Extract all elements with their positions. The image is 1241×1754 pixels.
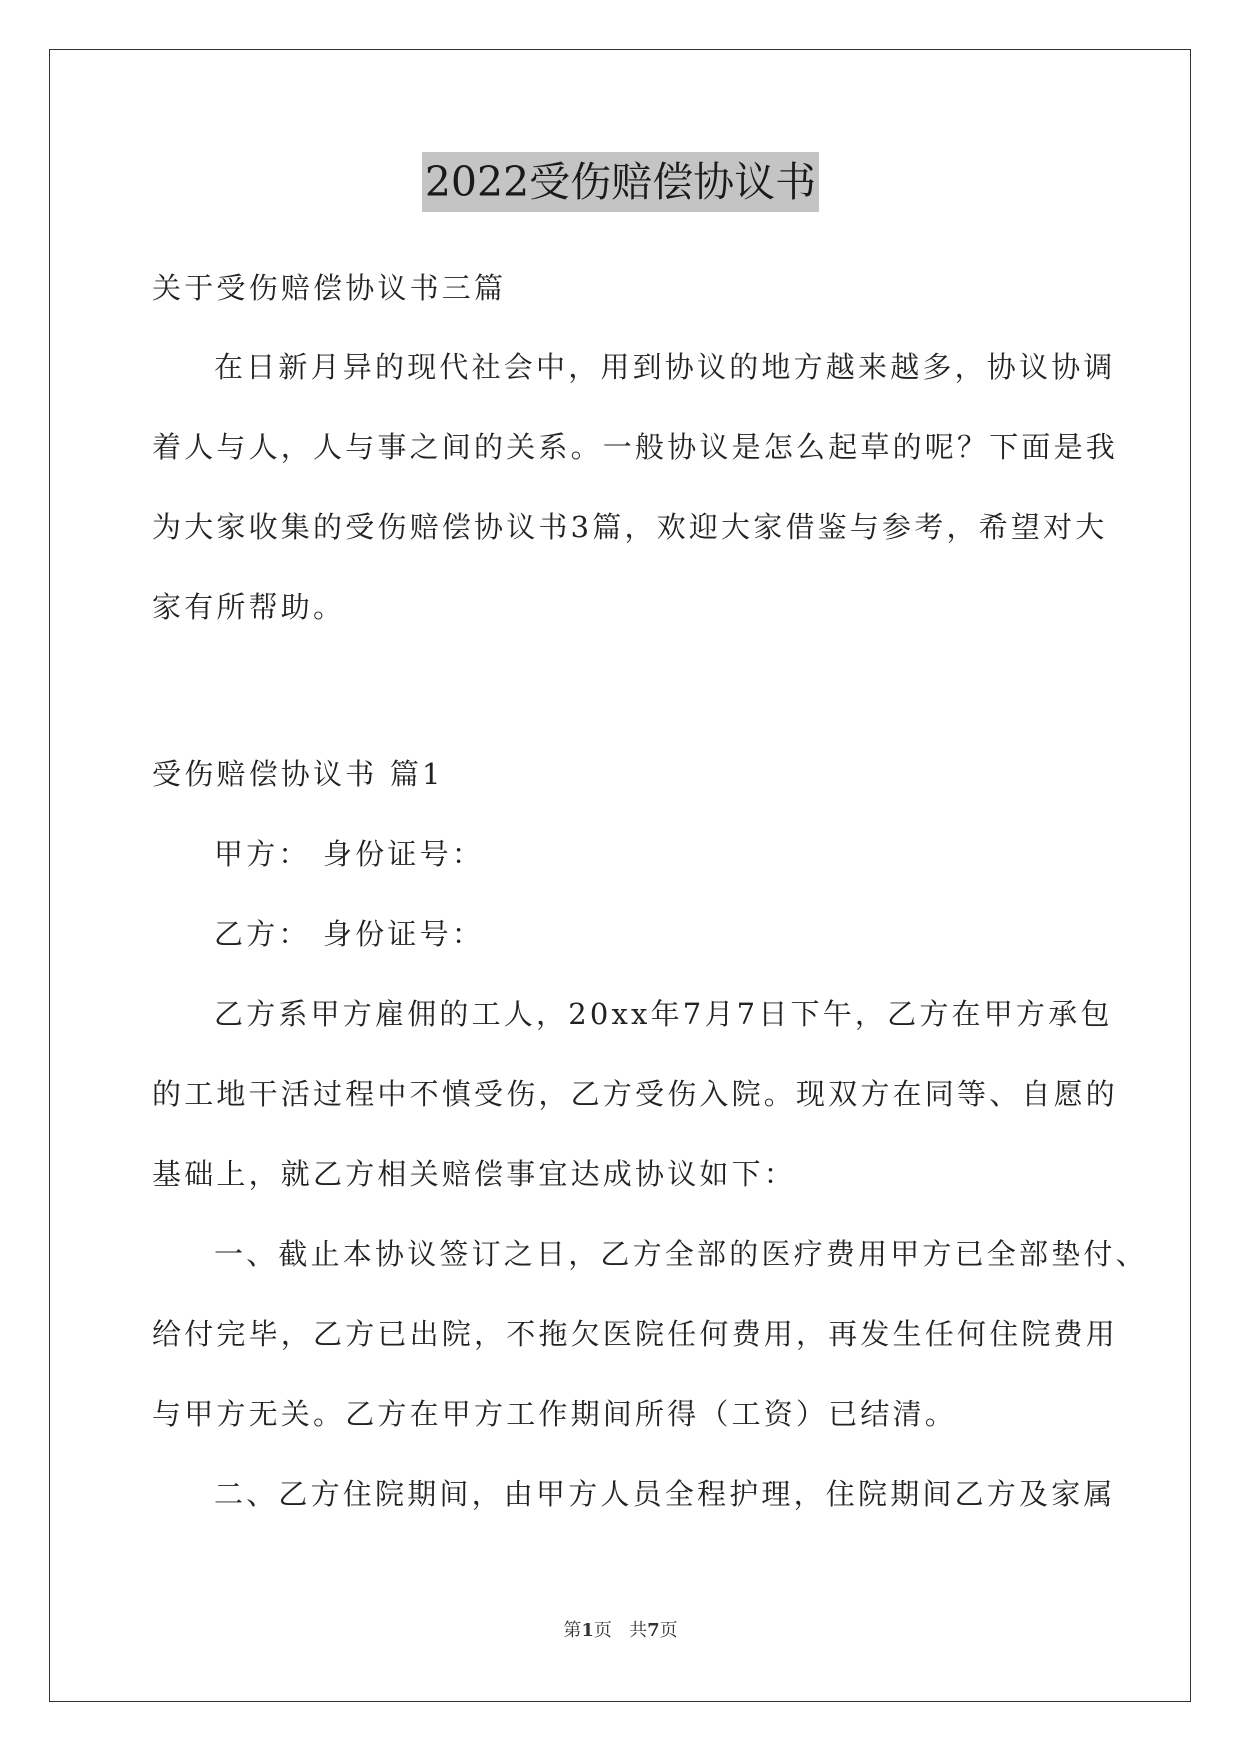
intro-line-2: 着人与人，人与事之间的关系。一般协议是怎么起草的呢？下面是我	[152, 430, 1119, 464]
total-pages: 7	[647, 1620, 660, 1641]
page-suffix: 页	[593, 1620, 612, 1641]
intro-line-3: 为大家收集的受伤赔偿协议书3篇，欢迎大家借鉴与参考，希望对大	[152, 510, 1108, 544]
page-footer	[0, 1619, 1241, 1643]
page-number: 1	[581, 1620, 594, 1641]
intro-line-4: 家有所帮助。	[152, 590, 346, 624]
party-a-line: 甲方： 身份证号：	[214, 837, 485, 871]
total-suffix: 页	[659, 1620, 678, 1641]
party-b-line: 乙方： 身份证号：	[214, 917, 485, 951]
intro-line-1: 在日新月异的现代社会中，用到协议的地方越来越多，协议协调	[214, 350, 1116, 384]
document-subtitle: 关于受伤赔偿协议书三篇	[152, 271, 507, 305]
body-line-5: 给付完毕，乙方已出院，不拖欠医院任何费用，再发生任何住院费用	[152, 1317, 1119, 1351]
document-title: 2022受伤赔偿协议书	[422, 152, 819, 212]
total-prefix: 共	[629, 1620, 648, 1641]
body-line-7: 二、乙方住院期间，由甲方人员全程护理，住院期间乙方及家属	[214, 1477, 1116, 1511]
body-line-6: 与甲方无关。乙方在甲方工作期间所得（工资）已结清。	[152, 1397, 958, 1431]
page-prefix: 第	[563, 1620, 582, 1641]
title-container	[0, 152, 1241, 212]
body-line-3: 基础上，就乙方相关赔偿事宜达成协议如下：	[152, 1157, 797, 1191]
body-line-1: 乙方系甲方雇佣的工人，20xx年7月7日下午，乙方在甲方承包	[214, 997, 1113, 1031]
body-line-2: 的工地干活过程中不慎受伤，乙方受伤入院。现双方在同等、自愿的	[152, 1077, 1119, 1111]
body-line-4: 一、截止本协议签订之日，乙方全部的医疗费用甲方已全部垫付、	[214, 1237, 1148, 1271]
section-heading: 受伤赔偿协议书 篇1	[152, 757, 444, 791]
